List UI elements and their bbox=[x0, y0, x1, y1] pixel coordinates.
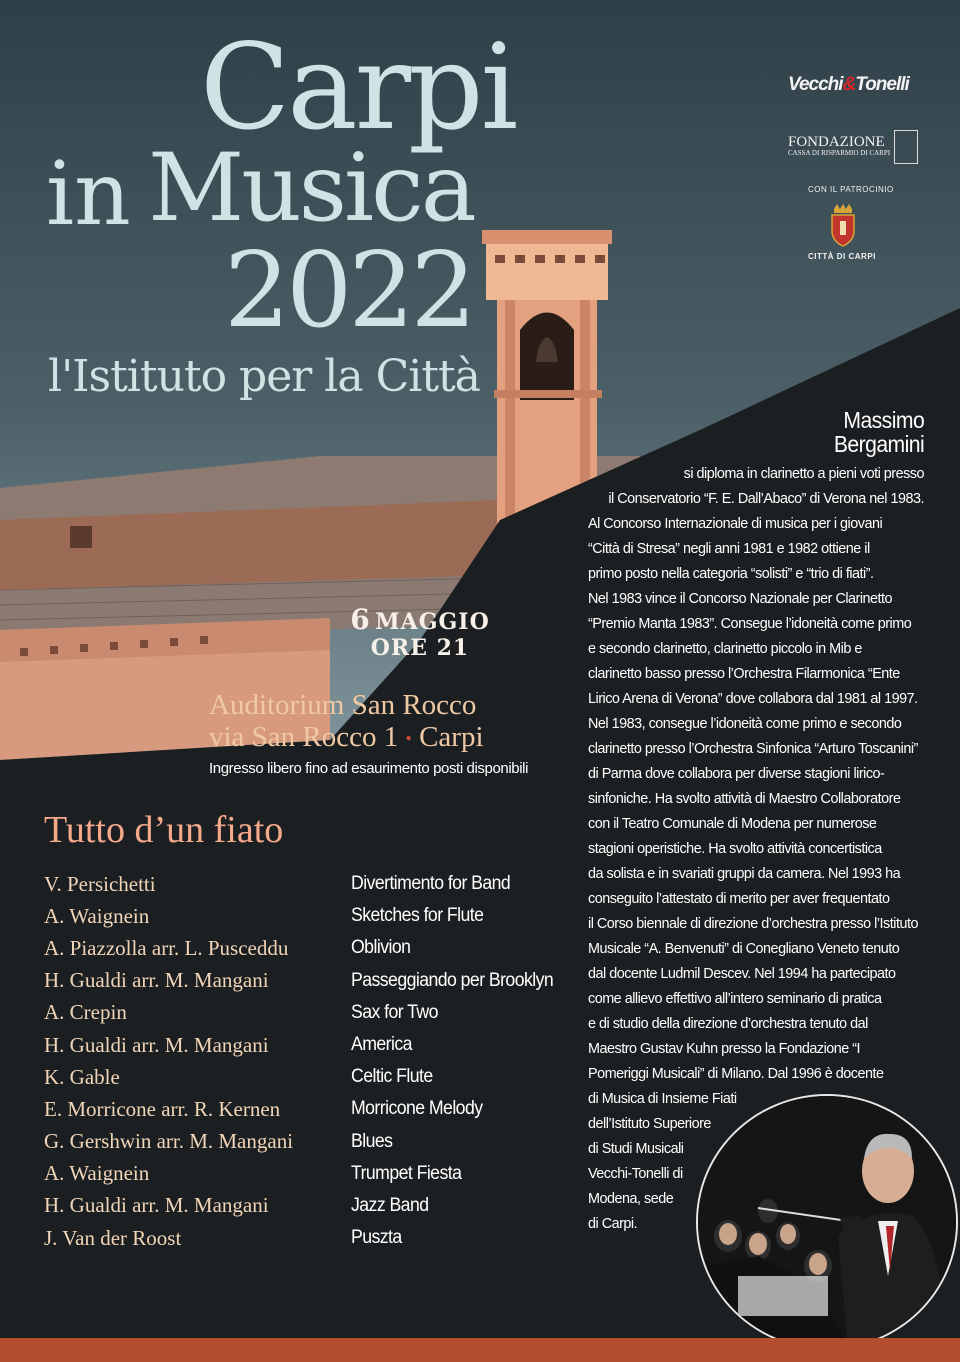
venue-address bbox=[209, 722, 484, 754]
program-piece: Divertimento for Band bbox=[351, 873, 511, 895]
bio-line: “Premio Manta 1983”. Consegue l’idoneità come primo bbox=[588, 616, 912, 632]
program-row bbox=[44, 965, 584, 997]
program-piece: America bbox=[351, 1034, 412, 1056]
program-composer: A. Crepin bbox=[44, 1000, 127, 1025]
bio-line: e di studio della direzione d’orchestra tenuto dal bbox=[588, 1016, 868, 1032]
bio-line: Lirico Arena di Verona” dove collabora dal 1981 al 1997. bbox=[588, 691, 918, 707]
conductor-photo-image bbox=[698, 1096, 956, 1348]
event-date bbox=[300, 604, 540, 661]
fondazione-logo bbox=[788, 135, 890, 157]
venue-name: Auditorium San Rocco bbox=[209, 689, 477, 721]
bio-line: clarinetto presso l’Orchestra Sinfonica “Arturo Toscanini” bbox=[588, 741, 918, 757]
program-composer: H. Gualdi arr. M. Mangani bbox=[44, 968, 269, 993]
program-piece: Sax for Two bbox=[351, 1001, 438, 1023]
patronage-label: CON IL PATROCINIO bbox=[808, 185, 894, 194]
program-piece: Sketches for Flute bbox=[351, 905, 484, 927]
citta-di-carpi-label: CITTÀ DI CARPI bbox=[808, 252, 876, 261]
fondazione-name: FONDAZIONE bbox=[788, 134, 885, 150]
bio-line: il Conservatorio “F. E. Dall’Abaco” di Verona nel 1983. bbox=[608, 491, 924, 507]
bio-line: con il Teatro Comunale di Modena per numerose bbox=[588, 816, 877, 832]
event-day: 6 bbox=[350, 603, 370, 636]
bio-line: Pomeriggi Musicali” di Milano. Dal 1996 è docente bbox=[588, 1066, 884, 1082]
event-time: ORE 21 bbox=[370, 635, 470, 662]
logo-text-vecchi: Vecchi bbox=[788, 74, 843, 95]
event-venue bbox=[209, 690, 484, 754]
bio-line: Al Concorso Internazionale di musica per i giovani bbox=[588, 516, 883, 532]
title-musica: Musica bbox=[148, 134, 474, 243]
program-row bbox=[44, 868, 584, 900]
bio-line: di Parma dove collabora per diverse stagioni lirico- bbox=[588, 766, 885, 782]
program-composer: H. Gualdi arr. M. Mangani bbox=[44, 1032, 269, 1057]
program-composer: A. Waignein bbox=[44, 1161, 150, 1186]
logo-text-tonelli: Tonelli bbox=[855, 74, 909, 95]
title-year: 2022 bbox=[224, 229, 473, 351]
program-piece: Passeggiando per Brooklyn bbox=[351, 969, 554, 991]
program-composer: H. Gualdi arr. M. Mangani bbox=[44, 1193, 269, 1218]
program-composer: E. Morricone arr. R. Kernen bbox=[44, 1096, 281, 1121]
program-composer: A. Waignein bbox=[44, 903, 150, 928]
logo-ampersand: & bbox=[842, 74, 856, 95]
bio-last-name: Bergamini bbox=[833, 431, 924, 458]
program-row bbox=[44, 932, 584, 964]
bio-line: si diploma in clarinetto a pieni voti presso bbox=[683, 466, 924, 482]
venue-street: via San Rocco 1 bbox=[209, 720, 399, 753]
bio-line: da solista e in svariati gruppi da camera. Nel 1993 ha bbox=[588, 866, 901, 882]
program-piece: Morricone Melody bbox=[351, 1098, 483, 1120]
bio-line: Vecchi-Tonelli di bbox=[588, 1166, 683, 1182]
bio-line: di Studi Musicali bbox=[588, 1141, 684, 1157]
program-piece: Jazz Band bbox=[351, 1194, 429, 1216]
bio-line: “Città di Stresa” negli anni 1981 e 1982 ottiene il bbox=[588, 541, 870, 557]
program-composer: V. Persichetti bbox=[44, 871, 156, 896]
fondazione-subtitle: CASSA DI RISPARMIO DI CARPI bbox=[788, 149, 891, 157]
program-composer: G. Gershwin arr. M. Mangani bbox=[44, 1129, 294, 1154]
program-list bbox=[44, 868, 584, 1254]
program-title: Tutto d’un fiato bbox=[44, 809, 284, 851]
program-row bbox=[44, 1093, 584, 1125]
bio-line: dell’Istituto Superiore bbox=[588, 1116, 711, 1132]
bio-line: Nel 1983 vince il Concorso Nazionale per Clarinetto bbox=[588, 591, 893, 607]
bio-line: di Carpi. bbox=[588, 1216, 638, 1232]
program-row bbox=[44, 1061, 584, 1093]
bio-line: stagioni operistiche. Ha svolto attività concertistica bbox=[588, 841, 882, 857]
footer-band bbox=[0, 1338, 960, 1362]
program-composer: K. Gable bbox=[44, 1064, 120, 1089]
program-row bbox=[44, 1222, 584, 1254]
conductor-photo bbox=[696, 1094, 958, 1350]
fondazione-emblem-icon bbox=[894, 130, 918, 164]
title-in: in bbox=[46, 142, 131, 245]
bio-line: Maestro Gustav Kuhn presso la Fondazione “I bbox=[588, 1041, 861, 1057]
bio-line: di Musica di Insieme Fiati bbox=[588, 1091, 737, 1107]
bio-line: e secondo clarinetto, clarinetto piccolo in Mib e bbox=[588, 641, 862, 657]
bio-line: dal docente Ludmil Descev. Nel 1994 ha partecipato bbox=[588, 966, 896, 982]
entry-note: Ingresso libero fino ad esaurimento posti disponibili bbox=[209, 760, 528, 777]
vecchi-tonelli-logo bbox=[788, 74, 909, 96]
bio-first-name: Massimo bbox=[843, 407, 924, 433]
program-row bbox=[44, 1190, 584, 1222]
bio-line: come allievo effettivo all’intero seminario di pratica bbox=[588, 991, 882, 1007]
bio-line: il Corso biennale di direzione d’orchestra presso l’Istituto bbox=[588, 916, 918, 932]
bio-line: Musicale “A. Benvenuti” di Conegliano Veneto tenuto bbox=[588, 941, 900, 957]
bio-name bbox=[834, 408, 924, 457]
program-piece: Oblivion bbox=[351, 937, 411, 959]
program-row bbox=[44, 1029, 584, 1061]
bio-line: Modena, sede bbox=[588, 1191, 674, 1207]
bio-line: Nel 1983, consegue l’idoneità come primo e secondo bbox=[588, 716, 902, 732]
program-piece: Puszta bbox=[351, 1227, 402, 1249]
program-composer: J. Van der Roost bbox=[44, 1225, 182, 1250]
venue-city: Carpi bbox=[419, 720, 484, 753]
city-crest-icon bbox=[828, 203, 858, 247]
program-row bbox=[44, 1158, 584, 1190]
program-piece: Trumpet Fiesta bbox=[351, 1162, 462, 1184]
title-carpi: Carpi bbox=[200, 18, 516, 156]
program-piece: Blues bbox=[351, 1130, 393, 1152]
bio-line: sinfoniche. Ha svolto attività di Maestro Collaboratore bbox=[588, 791, 901, 807]
bio-line: clarinetto basso presso l’Orchestra Filarmonica “Ente bbox=[588, 666, 900, 682]
program-row bbox=[44, 997, 584, 1029]
event-month: MAGGIO bbox=[375, 609, 490, 635]
program-piece: Celtic Flute bbox=[351, 1066, 433, 1088]
bio-line: conseguito l’attestato di merito per aver frequentato bbox=[588, 891, 890, 907]
title-subtitle: l'Istituto per la Città bbox=[48, 351, 480, 402]
program-row bbox=[44, 900, 584, 932]
program-composer: A. Piazzolla arr. L. Pusceddu bbox=[44, 935, 289, 960]
bio-line: primo posto nella categoria “solisti” e “trio di fiati”. bbox=[588, 566, 874, 582]
program-row bbox=[44, 1126, 584, 1158]
venue-separator: • bbox=[405, 728, 412, 749]
